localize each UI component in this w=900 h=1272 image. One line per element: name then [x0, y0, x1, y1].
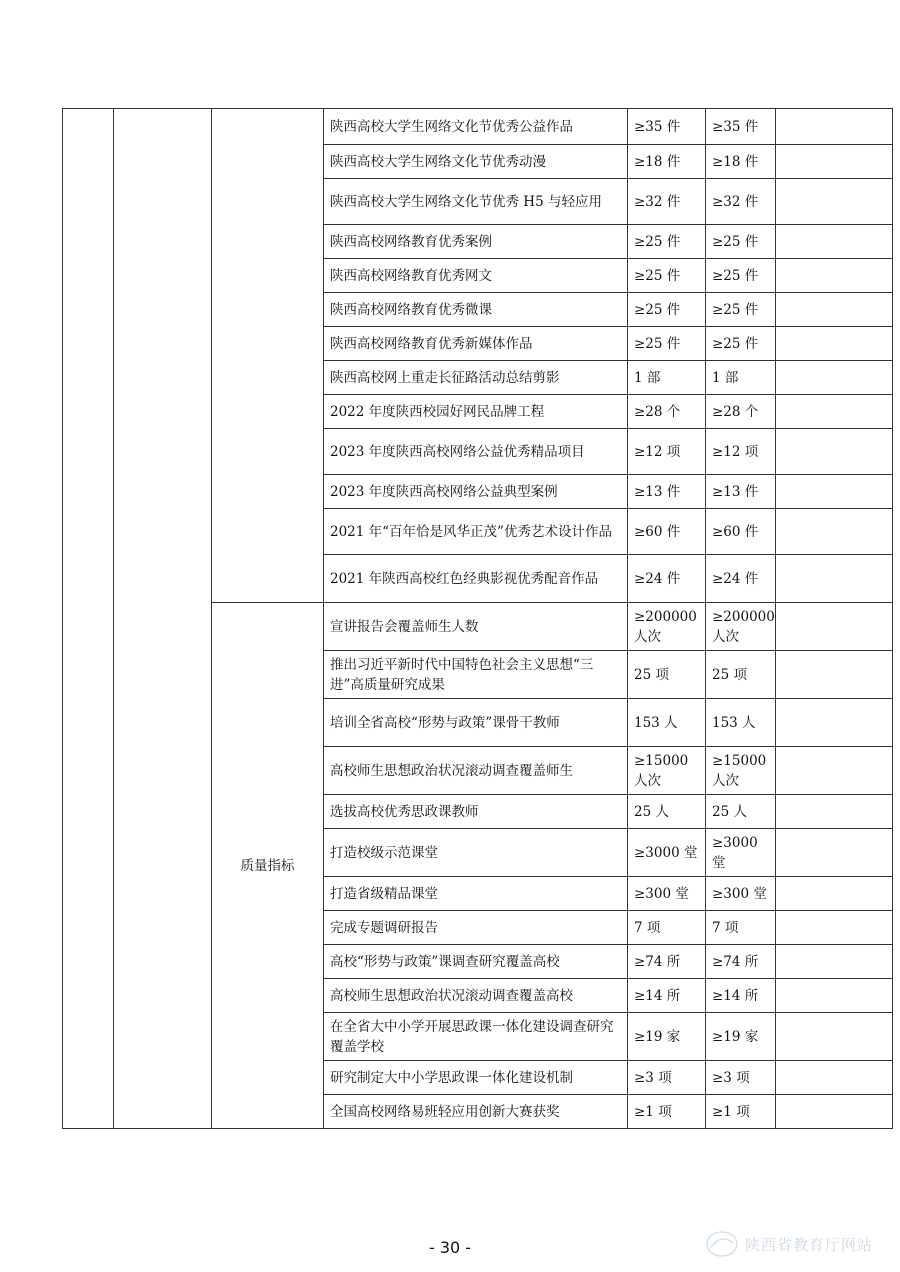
blank-cell: [776, 1013, 893, 1061]
target-value: 25 项: [628, 651, 706, 699]
blank-cell: [776, 829, 893, 877]
indicator-name: 陕西高校网络教育优秀新媒体作品: [324, 327, 628, 361]
actual-value: ≥1 项: [706, 1095, 776, 1129]
target-value: ≥25 件: [628, 225, 706, 259]
category-cell-quality: 质量指标: [212, 603, 324, 1129]
indicator-table: [62, 108, 893, 1129]
blank-cell: [776, 979, 893, 1013]
blank-cell: [776, 361, 893, 395]
blank-cell: [776, 429, 893, 475]
indicator-name: 高校师生思想政治状况滚动调查覆盖师生: [324, 747, 628, 795]
watermark-text: 陕西省教育厅网站: [745, 1235, 874, 1254]
page-number: - 30 -: [428, 1238, 472, 1257]
actual-value: ≥35 件: [706, 109, 776, 145]
target-value: ≥19 家: [628, 1013, 706, 1061]
blank-column-2: [114, 109, 212, 1129]
target-value: ≥32 件: [628, 179, 706, 225]
target-value: 25 人: [628, 795, 706, 829]
target-value: ≥14 所: [628, 979, 706, 1013]
indicator-name: 打造校级示范课堂: [324, 829, 628, 877]
actual-value: ≥14 所: [706, 979, 776, 1013]
target-value: ≥300 堂: [628, 877, 706, 911]
indicator-name: 陕西高校网络教育优秀网文: [324, 259, 628, 293]
actual-value: ≥13 件: [706, 475, 776, 509]
actual-value: ≥60 件: [706, 509, 776, 555]
blank-cell: [776, 395, 893, 429]
actual-value: ≥32 件: [706, 179, 776, 225]
blank-cell: [776, 259, 893, 293]
indicator-name: 全国高校网络易班轻应用创新大赛获奖: [324, 1095, 628, 1129]
indicator-name: 陕西高校网络教育优秀案例: [324, 225, 628, 259]
actual-value: ≥25 件: [706, 225, 776, 259]
indicator-name: 陕西高校网络教育优秀微课: [324, 293, 628, 327]
indicator-name: 陕西高校大学生网络文化节优秀公益作品: [324, 109, 628, 145]
actual-value: ≥74 所: [706, 945, 776, 979]
actual-value: ≥24 件: [706, 555, 776, 603]
blank-cell: [776, 293, 893, 327]
indicator-name: 2023 年度陕西高校网络公益优秀精品项目: [324, 429, 628, 475]
indicator-name: 培训全省高校“形势与政策”课骨干教师: [324, 699, 628, 747]
blank-cell: [776, 1095, 893, 1129]
target-value: ≥18 件: [628, 145, 706, 179]
indicator-name: 高校师生思想政治状况滚动调查覆盖高校: [324, 979, 628, 1013]
actual-value: ≥25 件: [706, 327, 776, 361]
blank-cell: [776, 795, 893, 829]
target-value: ≥15000 人次: [628, 747, 706, 795]
blank-cell: [776, 225, 893, 259]
actual-value: ≥25 件: [706, 259, 776, 293]
target-value: 7 项: [628, 911, 706, 945]
blank-cell: [776, 1061, 893, 1095]
target-value: ≥74 所: [628, 945, 706, 979]
indicator-name: 完成专题调研报告: [324, 911, 628, 945]
indicator-name: 高校“形势与政策”课调查研究覆盖高校: [324, 945, 628, 979]
actual-value: ≥200000 人次: [706, 603, 776, 651]
indicator-name: 2022 年度陕西校园好网民品牌工程: [324, 395, 628, 429]
target-value: ≥25 件: [628, 259, 706, 293]
indicator-name: 陕西高校大学生网络文化节优秀 H5 与轻应用: [324, 179, 628, 225]
actual-value: ≥300 堂: [706, 877, 776, 911]
actual-value: ≥3000 堂: [706, 829, 776, 877]
category-cell-empty: [212, 109, 324, 603]
target-value: ≥3000 堂: [628, 829, 706, 877]
actual-value: ≥12 项: [706, 429, 776, 475]
target-value: ≥3 项: [628, 1061, 706, 1095]
actual-value: 153 人: [706, 699, 776, 747]
indicator-name: 宣讲报告会覆盖师生人数: [324, 603, 628, 651]
blank-cell: [776, 945, 893, 979]
actual-value: ≥25 件: [706, 293, 776, 327]
target-value: 1 部: [628, 361, 706, 395]
blank-cell: [776, 555, 893, 603]
actual-value: 25 人: [706, 795, 776, 829]
target-value: ≥35 件: [628, 109, 706, 145]
blank-cell: [776, 327, 893, 361]
blank-cell: [776, 651, 893, 699]
blank-cell: [776, 475, 893, 509]
blank-cell: [776, 109, 893, 145]
actual-value: ≥3 项: [706, 1061, 776, 1095]
indicator-name: 陕西高校大学生网络文化节优秀动漫: [324, 145, 628, 179]
target-value: ≥1 项: [628, 1095, 706, 1129]
indicator-name: 在全省大中小学开展思政课一体化建设调查研究覆盖学校: [324, 1013, 628, 1061]
blank-cell: [776, 145, 893, 179]
target-value: ≥60 件: [628, 509, 706, 555]
actual-value: 1 部: [706, 361, 776, 395]
blank-cell: [776, 509, 893, 555]
target-value: ≥25 件: [628, 293, 706, 327]
blank-cell: [776, 179, 893, 225]
indicator-name: 打造省级精品课堂: [324, 877, 628, 911]
target-value: ≥25 件: [628, 327, 706, 361]
actual-value: ≥18 件: [706, 145, 776, 179]
table-row: [63, 109, 893, 145]
blank-cell: [776, 877, 893, 911]
indicator-name: 2023 年度陕西高校网络公益典型案例: [324, 475, 628, 509]
blank-cell: [776, 603, 893, 651]
indicator-name: 研究制定大中小学思政课一体化建设机制: [324, 1061, 628, 1095]
indicator-name: 2021 年“百年恰是风华正茂”优秀艺术设计作品: [324, 509, 628, 555]
indicator-name: 陕西高校网上重走长征路活动总结剪影: [324, 361, 628, 395]
indicator-name: 选拔高校优秀思政课教师: [324, 795, 628, 829]
target-value: ≥24 件: [628, 555, 706, 603]
blank-column-1: [63, 109, 114, 1129]
actual-value: ≥28 个: [706, 395, 776, 429]
indicator-table-body: [63, 109, 893, 1129]
indicator-name: 推出习近平新时代中国特色社会主义思想“三进”高质量研究成果: [324, 651, 628, 699]
actual-value: 7 项: [706, 911, 776, 945]
blank-cell: [776, 699, 893, 747]
actual-value: ≥15000 人次: [706, 747, 776, 795]
target-value: ≥12 项: [628, 429, 706, 475]
target-value: ≥13 件: [628, 475, 706, 509]
actual-value: ≥19 家: [706, 1013, 776, 1061]
target-value: ≥28 个: [628, 395, 706, 429]
target-value: 153 人: [628, 699, 706, 747]
actual-value: 25 项: [706, 651, 776, 699]
site-watermark: [705, 1226, 895, 1262]
blank-cell: [776, 747, 893, 795]
target-value: ≥200000 人次: [628, 603, 706, 651]
blank-cell: [776, 911, 893, 945]
watermark-logo-icon: [705, 1229, 739, 1259]
indicator-name: 2021 年陕西高校红色经典影视优秀配音作品: [324, 555, 628, 603]
